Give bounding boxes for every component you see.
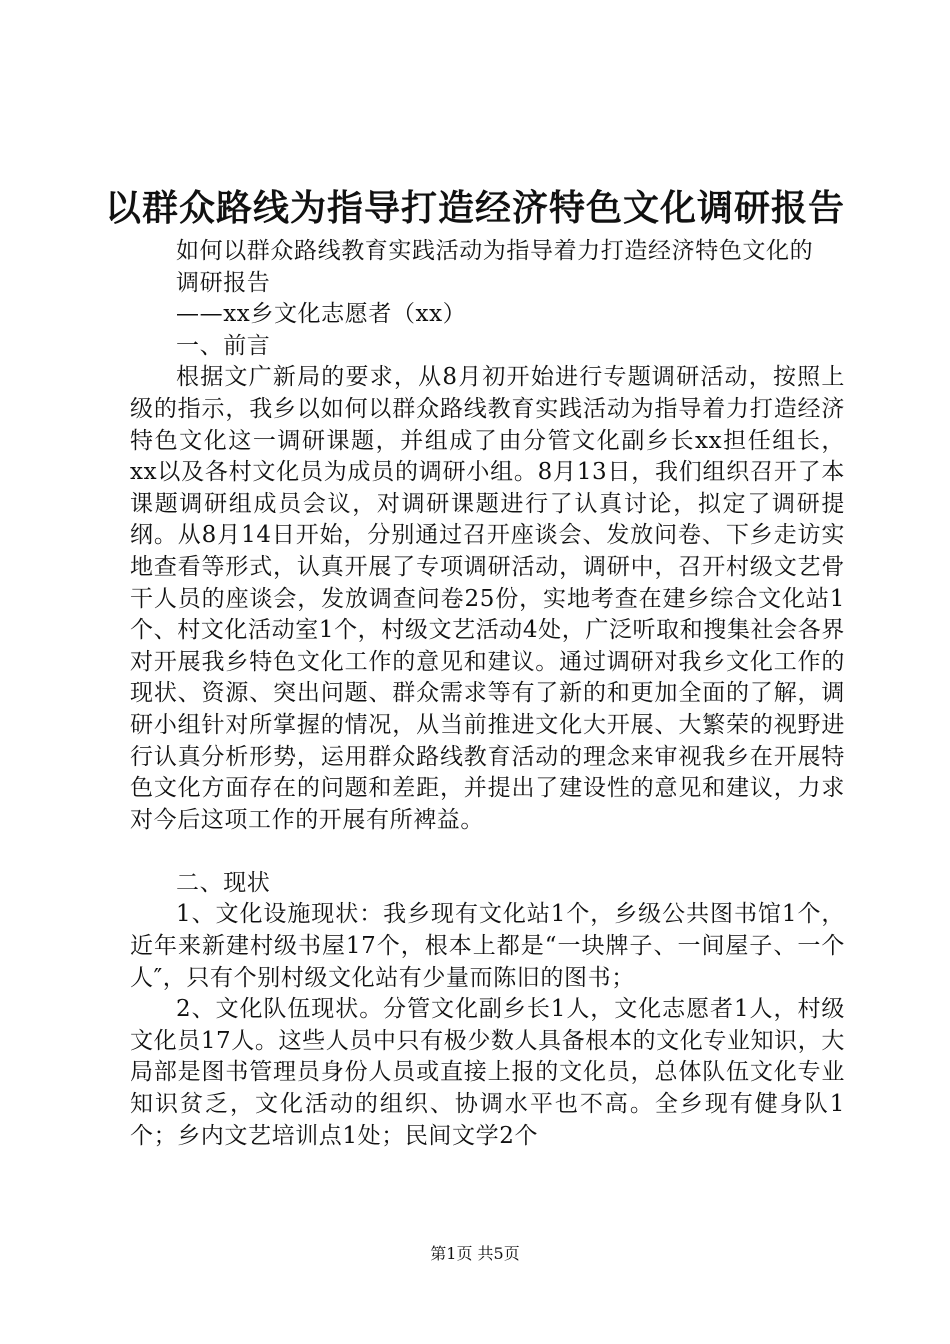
- author-line: ——xx乡文化志愿者（xx）: [176, 301, 467, 328]
- subtitle-line-2: 调研报告: [176, 269, 271, 296]
- section-heading-preface: 一、前言: [176, 332, 271, 359]
- document-body: [130, 236, 845, 1152]
- preface-paragraph: 根据文广新局的要求，从8月初开始进行专题调研活动，按照上级的指示，我乡以如何以群众路线教育实践活动为指导着力打造经济特色文化这一调研课题，并组成了由分管文化副乡长xx担任组长，xx以及各村文化员为成员的调研小组。8月13日，我们组织召开了本课题调研组成员会议，对调研课题进行了认真讨论，拟定了调研提纲。从8月14日开始，分别通过召开座谈会、发放问卷、下乡走访实地查看等形式，认真开展了专项调研活动，调研中，召开村级文艺骨干人员的座谈会，发放调查问卷25份，实地考查在建乡综合文化站1个、村文化活动室1个，村级文艺活动4处，广泛听取和搜集社会各界对开展我乡特色文化工作的意见和建议。通过调研对我乡文化工作的现状、资源、突出问题、群众需求等有了新的和更加全面的了解，调研小组针对所掌握的情况，从当前推进文化大开展、大繁荣的视野进行认真分析形势，运用群众路线教育活动的理念来审视我乡在开展特色文化方面存在的问题和差距，并提出了建设性的意见和建议，力求对今后这项工作的开展有所裨益。: [130, 364, 845, 833]
- status-paragraph-facilities: 1、文化设施现状：我乡现有文化站1个，乡级公共图书馆1个，近年来新建村级书屋17个，根本上都是“一块牌子、一间屋子、一个人″，只有个别村级文化站有少量而陈旧的图书；: [130, 901, 845, 991]
- section-heading-status: 二、现状: [176, 869, 271, 896]
- document-title: 以群众路线为指导打造经济特色文化调研报告: [104, 187, 845, 229]
- status-paragraph-team: 2、文化队伍现状。分管文化副乡长1人，文化志愿者1人，村级文化员17人。这些人员中只有极少数人具备根本的文化专业知识，大局部是图书管理员身份人员或直接上报的文化员，总体队伍文化专业知识贫乏，文化活动的组织、协调水平也不高。全乡现有健身队1个；乡内文艺培训点1处；民间文学2个: [130, 996, 845, 1149]
- subtitle-line-1: 如何以群众路线教育实践活动为指导着力打造经济特色文化的: [176, 238, 814, 264]
- page-footer: 第1页 共5页: [430, 1244, 520, 1263]
